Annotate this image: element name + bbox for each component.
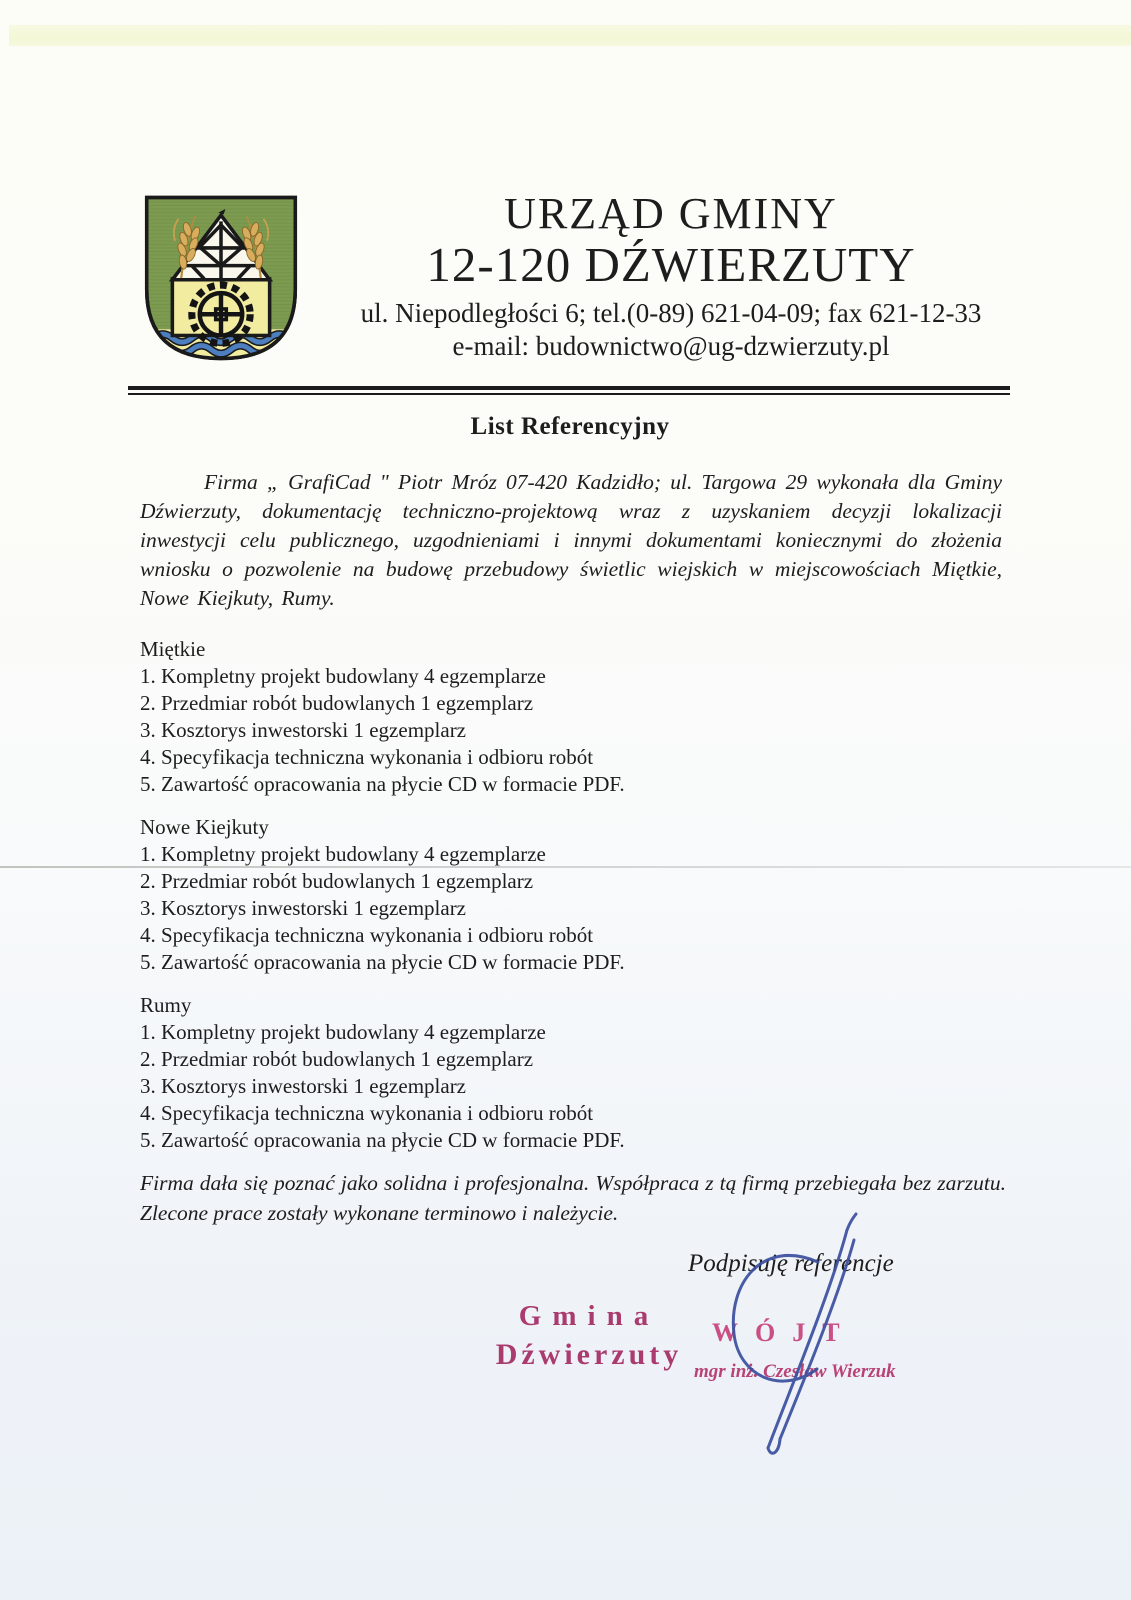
list-item: 2. Przedmiar robót budowlanych 1 egzemplarz xyxy=(140,691,534,715)
list-item: 1. Kompletny projekt budowlany 4 egzemplarze xyxy=(140,1020,546,1044)
signature-caption: Podpisuję referencje xyxy=(688,1250,894,1277)
section-heading: Miętkie xyxy=(140,637,206,661)
list-item: 3. Kosztorys inwestorski 1 egzemplarz xyxy=(140,718,467,742)
list-item: 4. Specyfikacja techniczna wykonania i odbioru robót xyxy=(140,745,594,769)
org-name: URZĄD GMINY xyxy=(504,189,838,238)
stamp-line-gmina: Gmina xyxy=(518,1300,660,1332)
scan-top-strip xyxy=(9,25,1131,46)
section-nowe-kiejkuty xyxy=(140,814,860,976)
list-item: 1. Kompletny projekt budowlany 4 egzemplarze xyxy=(140,842,546,866)
scan-crease-line xyxy=(0,866,1131,868)
list-item: 2. Przedmiar robót budowlanych 1 egzemplarz xyxy=(140,1047,534,1071)
list-item: 5. Zawartość opracowania na płycie CD w formacie PDF. xyxy=(140,1128,625,1152)
list-item: 5. Zawartość opracowania na płycie CD w formacie PDF. xyxy=(140,772,625,796)
list-item: 2. Przedmiar robót budowlanych 1 egzemplarz xyxy=(140,869,534,893)
header-divider-rule xyxy=(128,386,1010,395)
section-rumy xyxy=(140,992,860,1154)
municipality-stamp xyxy=(476,1300,702,1372)
intro-paragraph: Firma „ GrafiCad " Piotr Mróz 07-420 Kadzidło; ul. Targowa 29 wykonała dla Gminy Dźwierzuty, dokumentację techniczno-projektową wraz z uzyskaniem decyzji lokalizacji inwestycji celu publicznego, uzgodnieniami i innymi dokumentami koniecznymi do złożenia wniosku o pozwolenie na budowę przebudowy świetlic wiejskich w miejscowościach Miętkie, Nowe Kiejkuty, Rumy. xyxy=(140,470,1002,610)
stamp-line-dzwierzuty: Dźwierzuty xyxy=(495,1338,683,1371)
org-email-line: e-mail: budownictwo@ug-dzwierzuty.pl xyxy=(452,331,890,362)
list-item: 3. Kosztorys inwestorski 1 egzemplarz xyxy=(140,1074,467,1098)
list-item: 5. Zawartość opracowania na płycie CD w formacie PDF. xyxy=(140,950,625,974)
list-item: 4. Specyfikacja techniczna wykonania i odbioru robót xyxy=(140,923,594,947)
document-title: List Referencyjny xyxy=(470,413,670,440)
closing-paragraph: Firma dała się poznać jako solidna i profesjonalna. Współpraca z tą firmą przebiegała bez zarzutu. Zlecone prace zostały wykonane terminowo i należycie. xyxy=(140,1171,1006,1225)
list-item: 4. Specyfikacja techniczna wykonania i odbioru robót xyxy=(140,1101,594,1125)
office-title-stamp: WÓJT xyxy=(712,1318,857,1347)
list-item: 3. Kosztorys inwestorski 1 egzemplarz xyxy=(140,896,467,920)
letterhead xyxy=(322,190,1020,362)
org-contact-line: ul. Niepodległości 6; tel.(0-89) 621-04-09; fax 621-12-33 xyxy=(360,298,982,329)
section-mietkie xyxy=(140,636,860,798)
list-item: 1. Kompletny projekt budowlany 4 egzemplarze xyxy=(140,664,546,688)
signatory-name-stamp: mgr inż. Czesław Wierzuk xyxy=(694,1361,896,1382)
org-postal-city: 12-120 DŹWIERZUTY xyxy=(426,236,916,292)
section-heading: Rumy xyxy=(140,993,192,1017)
section-heading: Nowe Kiejkuty xyxy=(140,815,269,839)
handwritten-signature xyxy=(690,1198,920,1483)
coat-of-arms xyxy=(137,184,305,372)
